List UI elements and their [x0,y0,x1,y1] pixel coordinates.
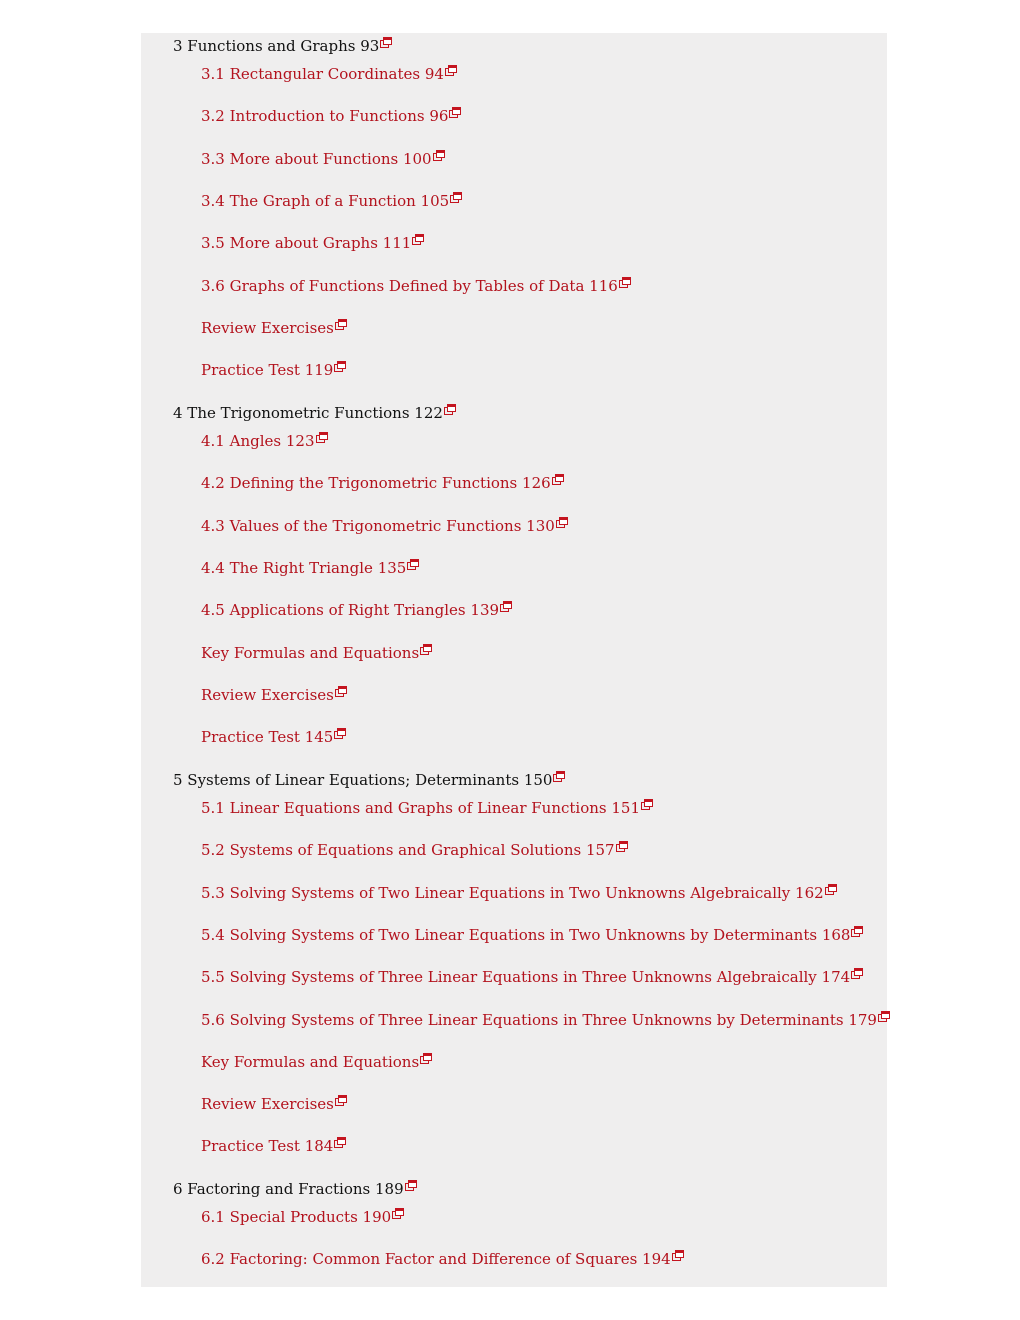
toc-section-label: Review Exercises [201,685,334,704]
toc-section-label: 3.6 Graphs of Functions Defined by Tables of Data 116 [201,276,618,295]
toc-section-label: 4.1 Angles 123 [201,432,315,450]
external-link-icon [433,150,444,160]
toc-section-link[interactable] [201,967,862,987]
toc-section-label: 5.3 Solving Systems of Two Linear Equations in Two Unknowns Algebraically 162 [201,883,824,902]
external-link-icon [420,1053,431,1063]
external-link-icon [334,728,345,738]
toc-section-label: 4.3 Values of the Trigonometric Functions 130 [201,516,555,535]
toc-chapter-label: 4 The Trigonometric Functions 122 [173,404,443,422]
toc-section-link[interactable] [201,925,862,945]
external-link-icon [616,841,627,851]
toc-section-link[interactable] [201,191,461,211]
toc-section-link[interactable] [201,318,346,338]
external-link-icon [444,404,455,414]
toc-section-link[interactable] [201,883,836,903]
toc-section-label: 5.2 Systems of Equations and Graphical Solutions 157 [201,841,615,860]
external-link-icon [641,799,652,809]
external-link-icon [851,926,862,936]
toc-section-link[interactable] [201,643,431,663]
toc-section-label: 3.5 More about Graphs 111 [201,234,412,253]
toc-section-link[interactable] [201,64,456,84]
external-link-icon [334,361,345,371]
toc-section-label: Practice Test 184 [201,1137,334,1156]
toc-section-label: 3.4 The Graph of a Function 105 [201,191,450,210]
toc-section-link[interactable] [201,558,418,578]
toc-section-link[interactable] [201,1249,683,1269]
toc-section-link[interactable] [201,360,345,380]
external-link-icon [450,192,461,202]
toc-panel [141,33,887,1287]
toc-chapter-label: 3 Functions and Graphs 93 [173,37,380,55]
toc-chapter-label: 5 Systems of Linear Equations; Determinants 150 [173,771,553,789]
external-link-icon [380,37,391,47]
toc-section-label: 3.2 Introduction to Functions 96 [201,107,449,126]
toc-chapter-link[interactable] [173,403,455,423]
toc-section-link[interactable] [201,516,567,536]
toc-chapter-link[interactable] [173,770,564,790]
toc-section-link[interactable] [201,840,627,860]
external-link-icon [335,686,346,696]
toc-section-link[interactable] [201,1207,403,1227]
external-link-icon [878,1011,889,1021]
external-link-icon [445,65,456,75]
toc-section-label: Review Exercises [201,318,334,337]
toc-section-label: 3.3 More about Functions 100 [201,149,432,168]
toc-chapter-label: 6 Factoring and Fractions 189 [173,1180,404,1198]
toc-section-link[interactable] [201,1052,431,1072]
external-link-icon [405,1180,416,1190]
toc-section-link[interactable] [201,600,511,620]
toc-section-link[interactable] [201,149,444,169]
toc-chapter-link[interactable] [173,1179,416,1199]
external-link-icon [500,601,511,611]
toc-section-link[interactable] [201,1136,345,1156]
toc-section-label: 3.1 Rectangular Coordinates 94 [201,65,444,83]
toc-section-link[interactable] [201,276,630,296]
external-link-icon [335,319,346,329]
toc-section-label: Key Formulas and Equations [201,1052,420,1071]
external-link-icon [672,1250,683,1260]
external-link-icon [392,1208,403,1218]
toc-section-label: 6.2 Factoring: Common Factor and Difference of Squares 194 [201,1250,671,1269]
external-link-icon [316,432,327,442]
external-link-icon [334,1137,345,1147]
external-link-icon [407,559,418,569]
toc-chapter-link[interactable] [173,36,391,56]
toc-section-link[interactable] [201,233,423,253]
external-link-icon [556,517,567,527]
toc-section-label: 5.6 Solving Systems of Three Linear Equations in Three Unknowns by Determinants 179 [201,1010,877,1029]
external-link-icon [412,234,423,244]
toc-section-link[interactable] [201,798,652,818]
external-link-icon [552,474,563,484]
toc-section-label: 5.4 Solving Systems of Two Linear Equations in Two Unknowns by Determinants 168 [201,925,851,944]
external-link-icon [553,771,564,781]
external-link-icon [851,968,862,978]
toc-section-link[interactable] [201,473,563,493]
external-link-icon [335,1095,346,1105]
toc-section-label: Practice Test 119 [201,361,334,380]
external-link-icon [619,277,630,287]
toc-section-label: Review Exercises [201,1095,334,1114]
toc-section-link[interactable] [201,727,345,747]
toc-section-link[interactable] [201,1010,889,1030]
toc-section-label: 4.2 Defining the Trigonometric Functions 126 [201,474,551,493]
toc-section-link[interactable] [201,431,327,451]
toc-section-label: Key Formulas and Equations [201,643,420,662]
toc-section-label: 5.1 Linear Equations and Graphs of Linear Functions 151 [201,799,641,817]
toc-section-label: 4.4 The Right Triangle 135 [201,558,407,577]
toc-section-link[interactable] [201,685,346,705]
toc-section-label: Practice Test 145 [201,728,334,747]
toc-section-link[interactable] [201,106,460,126]
external-link-icon [825,884,836,894]
external-link-icon [449,107,460,117]
toc-section-label: 5.5 Solving Systems of Three Linear Equations in Three Unknowns Algebraically 174 [201,968,851,987]
toc-section-label: 6.1 Special Products 190 [201,1208,392,1226]
toc-section-label: 4.5 Applications of Right Triangles 139 [201,601,500,620]
external-link-icon [420,644,431,654]
toc-section-link[interactable] [201,1094,346,1114]
